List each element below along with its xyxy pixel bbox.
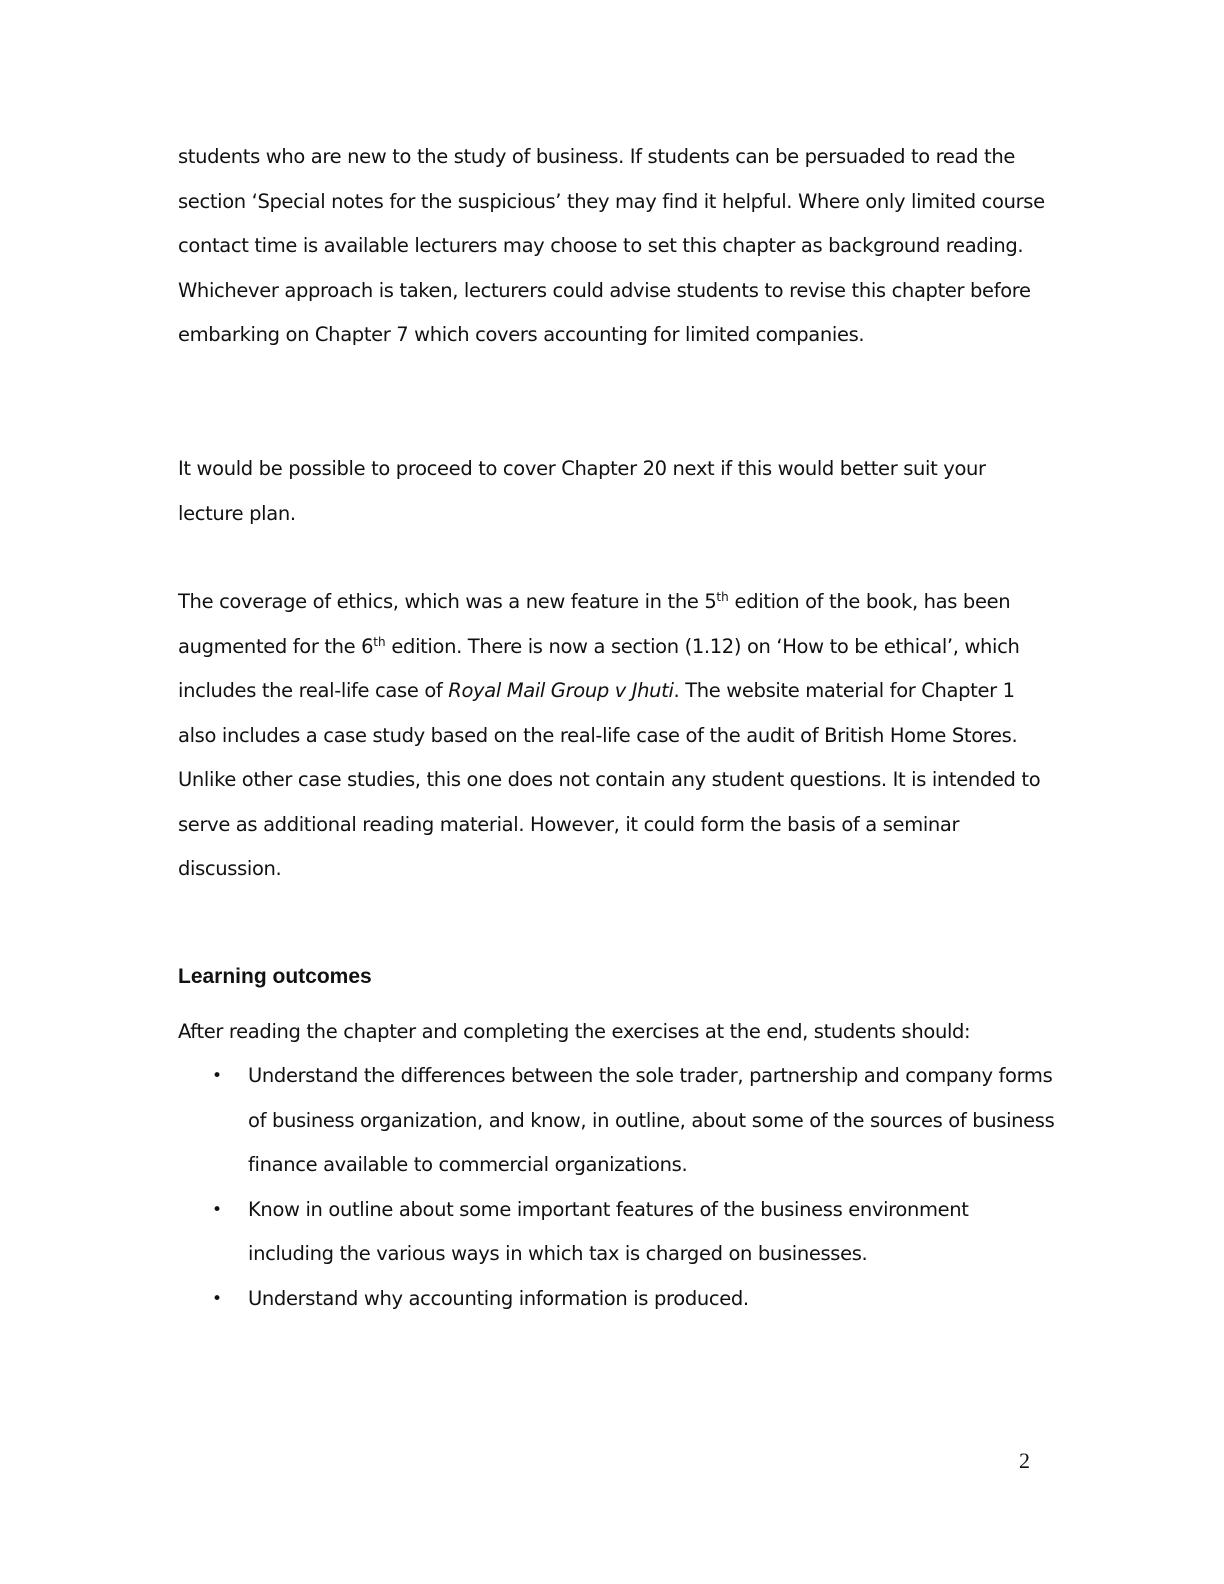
superscript-th-2: th xyxy=(373,634,386,649)
list-item xyxy=(178,1277,1058,1322)
bullet-icon: • xyxy=(212,1199,222,1220)
learning-outcomes-heading: Learning outcomes xyxy=(178,965,372,988)
list-item-text: Understand the differences between the sole trader, partnership and company forms of business organization, and know, in outline, about some of the sources of business finance available to commercial organizations. xyxy=(248,1064,1055,1176)
bullet-icon: • xyxy=(212,1066,222,1086)
paragraph-3-text-3: edition. There is now a section (1.12) on ‘How to be ethical’, which includes the real-life case of xyxy=(178,634,1020,702)
case-name: Royal Mail Group v Jhuti xyxy=(448,679,674,702)
list-item-text: Understand why accounting information is produced. xyxy=(248,1286,749,1310)
learning-outcomes-intro: After reading the chapter and completing the exercises at the end, students should: xyxy=(178,1020,971,1043)
bullet-icon: • xyxy=(212,1288,222,1309)
body-paragraph-3 xyxy=(178,580,1048,892)
body-paragraph-1: students who are new to the study of business. If students can be persuaded to read the section ‘Special notes for the suspicious’ they may find it helpful. Where only limited course contact time is available lecturers may choose to set this chapter as background reading. Whichever approach is taken, lecturers could advise students to revise this chapter before embarking on Chapter 7 which covers accounting for limited companies. xyxy=(178,145,1045,346)
body-paragraph-2: It would be possible to proceed to cover Chapter 20 next if this would better suit your lecture plan. xyxy=(178,457,986,525)
list-item xyxy=(178,1054,1058,1188)
page-number: 2 xyxy=(1019,1448,1030,1473)
learning-outcomes-list xyxy=(178,1054,1058,1321)
paragraph-3-text-4: . The website material for Chapter 1 also includes a case study based on the real-life case of the audit of British Home Stores. Unlike other case studies, this one does not contain any student questions. It is intended to serve as additional reading material. However, it could form the basis of a seminar discussion. xyxy=(178,679,1041,880)
list-item xyxy=(178,1188,1058,1277)
list-item-text: Know in outline about some important features of the business environment including the various ways in which tax is charged on businesses. xyxy=(248,1197,969,1265)
paragraph-3-text-1: The coverage of ethics, which was a new feature in the 5 xyxy=(178,590,717,613)
paragraph-3-text-2: edition of the book, has been augmented for the 6 xyxy=(178,590,1011,658)
superscript-th-1: th xyxy=(716,590,729,604)
